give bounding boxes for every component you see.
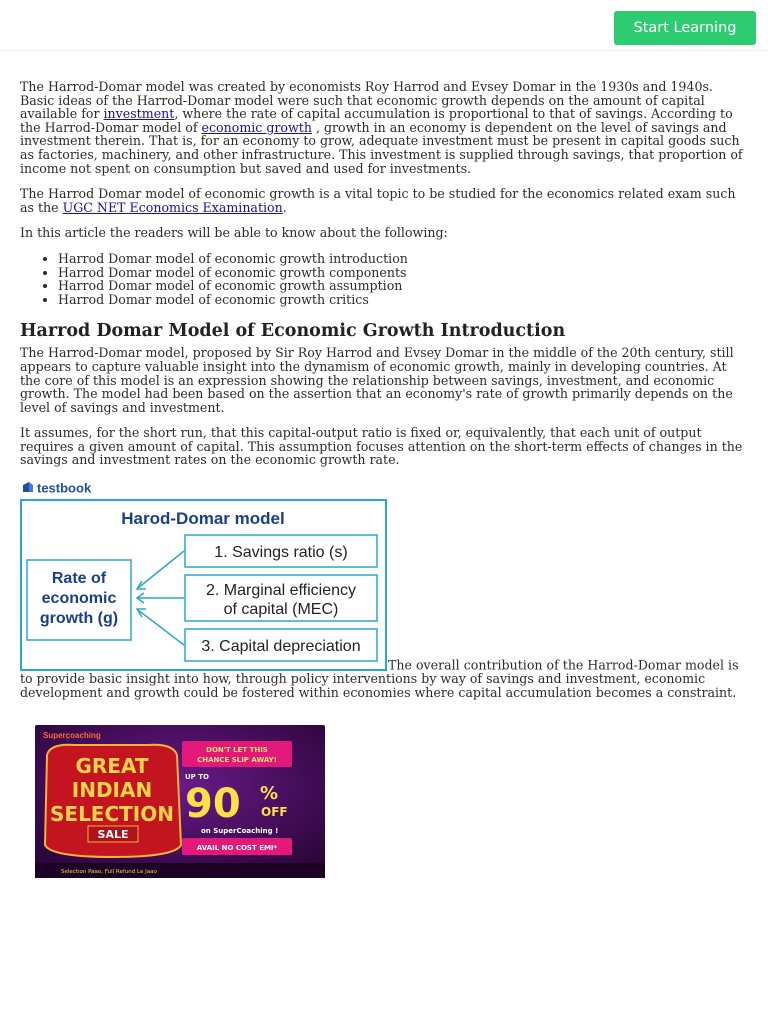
banner-headline: SELECTION [50, 802, 174, 827]
sale-label: SALE [97, 828, 129, 842]
intro-text: The Harrod-Domar model was created by economists Roy Harrod and Evsey Domar in the 1930s and 1940s. Basic ideas of the Harrod-Domar model were such that economic growth depends on the amount of capital available for [20, 79, 713, 122]
banner-headline: GREAT [75, 754, 149, 779]
section-paragraph-1: The Harrod-Domar model, proposed by Sir Roy Harrod and Evsey Domar in the middle of the 20th century, still appears to capture valuable insight into the dynamism of economic growth, mainly in developing countries. At the core of this model is an expression showing the relationship between savings, investment, and economic growth. The model had been based on the assertion that an economy's rate of growth primarily depends on the level of savings and investment. [20, 345, 734, 415]
banner-headline: INDIAN [71, 778, 153, 803]
off-label: OFF [261, 805, 288, 820]
economic-growth-link[interactable]: economic growth [201, 119, 312, 135]
left-box-line: Rate of [51, 570, 107, 588]
banner-tagline: DON'T LET THIS [206, 746, 268, 755]
toc-item: • Harrod Domar model of economic growth components [58, 266, 748, 280]
left-box-line: economic [41, 590, 117, 608]
upto-label: UP TO [185, 773, 209, 782]
section-paragraph-2: It assumes, for the short run, that this capital-output ratio is fixed or, equivalently, that each unit of output requires a given amount of capital. This assumption focuses attention on the short-term effects of changes in the savings and investment rates on the economic growth rate. [20, 425, 743, 468]
banner-cta: AVAIL NO COST EMI* [196, 844, 278, 853]
diagram-item: 2. Marginal efficiency [206, 582, 356, 600]
banner-footer: Selection Paao, Full Refund Le Jaao [61, 869, 157, 876]
harrod-domar-diagram [20, 479, 388, 672]
figure-paragraph [20, 479, 748, 699]
toc-item: • Harrod Domar model of economic growth critics [58, 293, 748, 307]
supercoaching-brand: Supercoaching [43, 731, 101, 741]
on-supercoaching: on SuperCoaching ! [201, 827, 279, 836]
intro-text: , where the rate of capital accumulation is proportional to that of savings. According to the Harrod-Domar model of [20, 106, 733, 135]
diagram-item: 3. Capital depreciation [201, 638, 361, 656]
figure-caption: The overall contribution of the Harrod-Domar model is to provide basic insight into how, through policy interventions by way of savings and investment, economic development and growth could be fostered within economies where capital accumulation becomes a constraint. [20, 657, 739, 700]
toc-list [20, 252, 748, 306]
percent-sign: % [260, 783, 279, 805]
diagram-item: of capital (MEC) [223, 601, 339, 619]
intro-text: . [282, 199, 287, 215]
intro-text: The Harrod Domar model of economic growth is a vital topic to be studied for the economics related exam such as the [20, 186, 736, 215]
ugc-net-link[interactable]: UGC NET Economics Examination [62, 199, 283, 215]
diagram-item: 1. Savings ratio (s) [214, 544, 348, 562]
intro-paragraph-1 [20, 80, 748, 175]
discount-value: 90 [185, 781, 241, 828]
section-heading: Harrod Domar Model of Economic Growth Introduction [20, 321, 566, 342]
toc-item: • Harrod Domar model of economic growth assumption [58, 279, 748, 293]
toc-item: • Harrod Domar model of economic growth introduction [58, 252, 748, 266]
sale-banner[interactable] [35, 725, 325, 878]
testbook-brand: testbook [37, 480, 92, 496]
banner-tagline: CHANCE SLIP AWAY! [197, 756, 277, 765]
intro-paragraph-2 [20, 187, 748, 214]
start-learning-button[interactable]: Start Learning [614, 11, 756, 45]
intro-paragraph-3: In this article the readers will be able to know about the following: [20, 225, 448, 241]
left-box-line: growth (g) [39, 610, 119, 628]
diagram-title: Harod-Domar model [121, 509, 285, 529]
top-bar [0, 0, 768, 51]
investment-link[interactable]: investment [103, 106, 175, 122]
article-content [20, 80, 748, 878]
intro-text: , growth in an economy is dependent on the level of savings and investment therein. That is, for an economy to grow, adequate investment must be present in capital goods such as factories, machinery, and other infrastructure. This investment is supplied through savings, that proportion of income not spent on consumption but saved and used for investments. [20, 119, 743, 176]
